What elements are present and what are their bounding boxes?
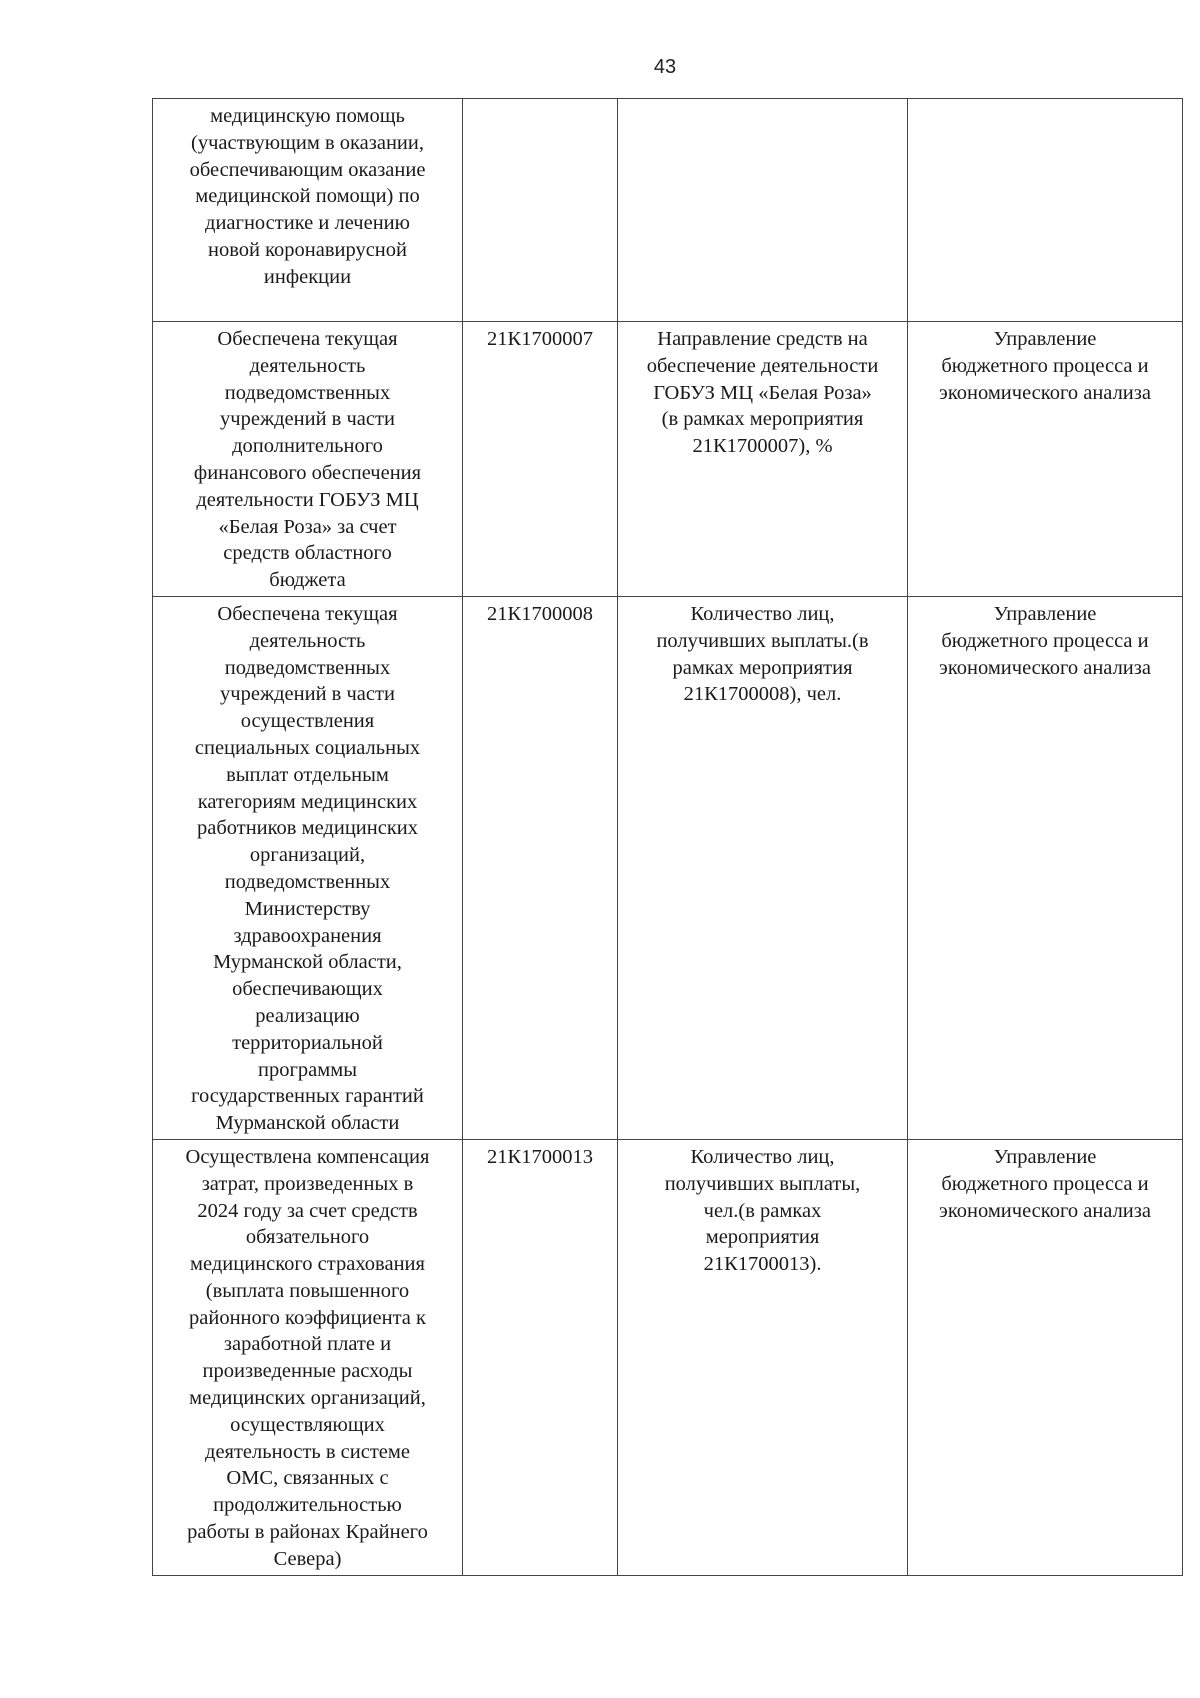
indicator-cell — [618, 1139, 908, 1575]
code-text: 21К1700008 — [487, 602, 593, 625]
result-cell — [153, 99, 463, 322]
indicator-text: Направление средств на обеспечение деятельности ГОБУЗ МЦ «Белая Роза» (в рамках мероприятия 21К1700007), % — [646, 328, 879, 458]
indicator-text: Количество лиц, получивших выплаты.(в рамках мероприятия 21К1700008), чел. — [656, 602, 869, 706]
responsible-text: Управление бюджетного процесса и экономического анализа — [939, 328, 1151, 404]
indicator-cell — [618, 99, 908, 322]
responsible-cell — [908, 1139, 1183, 1575]
code-cell — [463, 322, 618, 597]
code-text: 21К1700007 — [487, 328, 593, 350]
result-text: медицинскую помощь (участвующим в оказании, обеспечивающим оказание медицинской помощи) по диагностике и лечению новой коронавирусной инфекции — [189, 105, 426, 288]
code-cell — [463, 1139, 618, 1575]
result-cell — [153, 596, 463, 1139]
result-cell — [153, 1139, 463, 1575]
responsible-cell — [908, 99, 1183, 322]
code-cell — [463, 99, 618, 322]
table-row — [153, 322, 1183, 597]
table-row — [153, 1139, 1183, 1575]
indicator-cell — [618, 322, 908, 597]
responsible-cell — [908, 322, 1183, 597]
indicator-cell — [618, 596, 908, 1139]
responsible-text: Управление бюджетного процесса и экономического анализа — [939, 1145, 1151, 1222]
indicator-text: Количество лиц, получивших выплаты, чел.(в рамках мероприятия 21К1700013). — [664, 1145, 861, 1276]
responsible-text: Управление бюджетного процесса и экономического анализа — [939, 602, 1151, 679]
plan-table — [152, 98, 1183, 1576]
responsible-cell — [908, 596, 1183, 1139]
table-row — [153, 99, 1183, 322]
result-text: Обеспечена текущая деятельность подведомственных учреждений в части осуществления специальных социальных выплат отдельным категориям медицинских работников медицинских организаций, подведомственных Министерству здравоохранения Мурманской области, обеспечивающих реализацию территориальной программы государственных гарантий Мурманской области — [191, 602, 424, 1135]
result-text: Осуществлена компенсация затрат, произведенных в 2024 году за счет средств обязательного медицинского страхования (выплата повышенного районного коэффициента к заработной плате и произведенные расходы медицинских организаций, осуществляющих деятельность в системе ОМС, связанных с продолжительностью работы в районах Крайнего Севера) — [185, 1145, 430, 1570]
table-row — [153, 596, 1183, 1139]
code-cell — [463, 596, 618, 1139]
code-text: 21К1700013 — [487, 1145, 593, 1168]
result-cell — [153, 322, 463, 597]
page-number: 43 — [653, 56, 677, 78]
result-text: Обеспечена текущая деятельность подведомственных учреждений в части дополнительного финансового обеспечения деятельности ГОБУЗ МЦ «Белая Роза» за счет средств областного бюджета — [193, 328, 422, 592]
